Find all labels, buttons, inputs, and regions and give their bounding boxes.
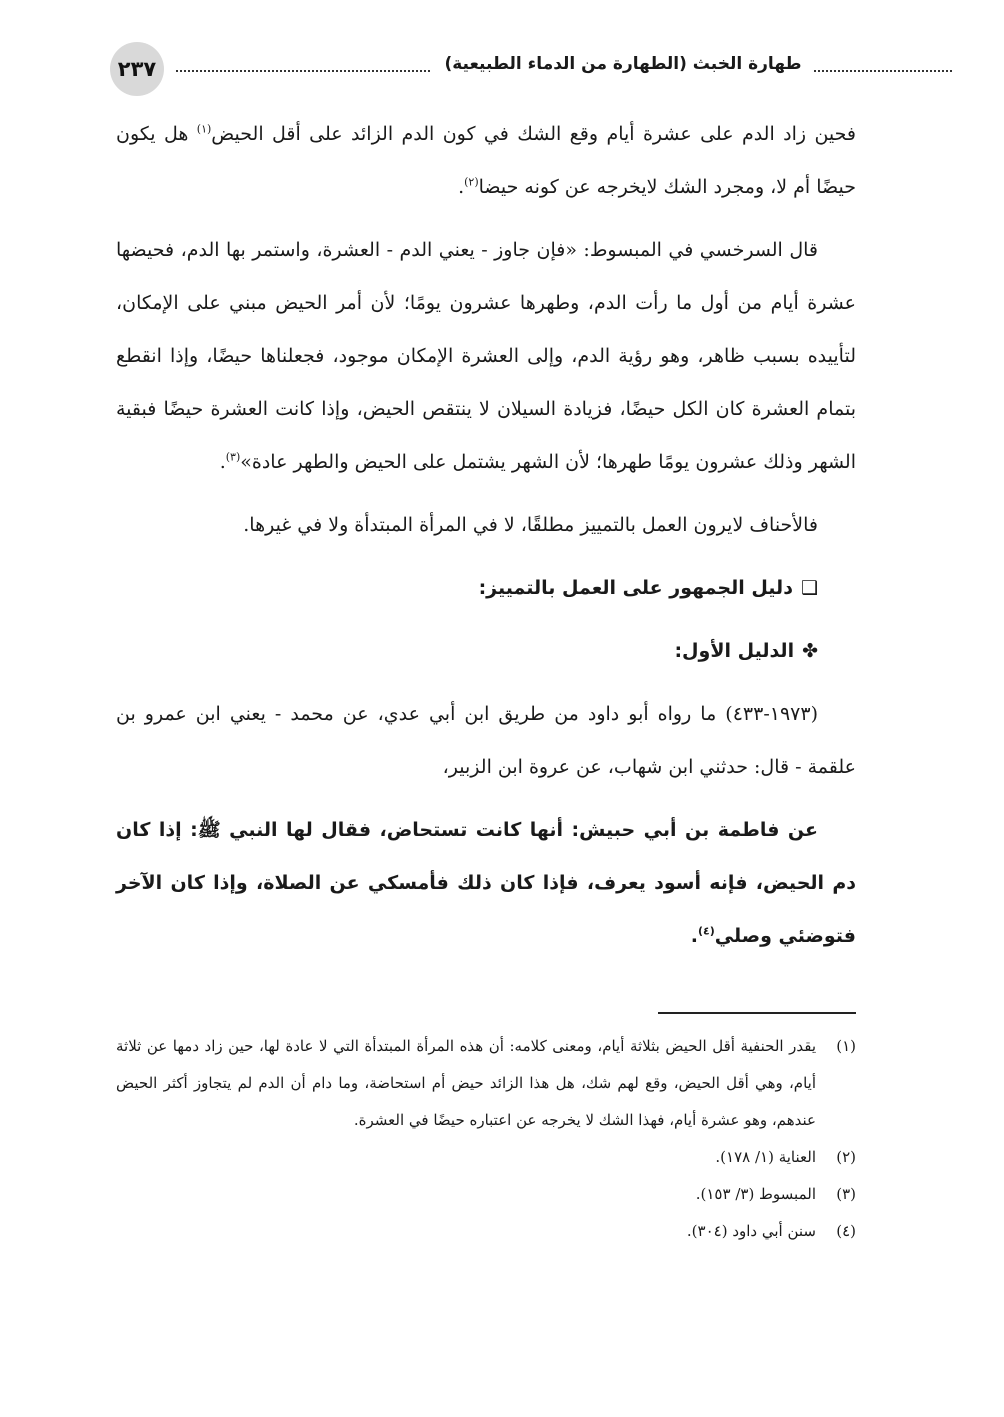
paragraph-2-quote: قال السرخسي في المبسوط: «فإن جاوز - يعني الدم - العشرة، واستمر بها الدم، فحيضها عشرة أيام من أول ما رأت الدم، وطهرها عشرون يومًا؛ لأن أمر الحيض مبني على الإمكان، لتأييده بسبب ظاهر، وهو رؤية الدم، وإلى العشرة الإمكان موجود، فجعلناها حيضًا، وإذا انقطع بتمام العشرة كان الكل حيضًا، فزيادة السيلان لا ينتقص الحيض، وإذا كانت العشرة حيضًا فبقية الشهر وذلك عشرون يومًا طهرها؛ لأن الشهر يشتمل على الحيض والطهر عادة»$^{(٣)}$. [116,239,856,473]
paragraph-1: فحين زاد الدم على عشرة أيام وقع الشك في كون الدم الزائد على أقل الحيض$^{(١)}$ هل يكون حيضًا أم لا، ومجرد الشك لايخرجه عن كونه حيضا$^{(٢)}$. [116,122,856,198]
footnote-ref-1[interactable]: (١) [196,122,212,136]
header-dotted-leader-left [176,70,430,72]
running-title: طهارة الخبث (الطهارة من الدماء الطبيعية) [444,54,802,74]
footnote-ref-3[interactable]: (٣) [225,450,241,464]
footnote-text: العناية (١/ ١٧٨). [715,1148,816,1166]
ornament-icon: ✤ [802,640,818,662]
footnotes [116,1028,856,1250]
footnote-text: المبسوط (٣/ ١٥٣). [695,1185,816,1203]
footnote-number: (١) [836,1037,856,1055]
paragraph-3: فالأحناف لايرون العمل بالتمييز مطلقًا، لا في المرأة المبتدأة ولا في غيرها. [243,514,818,536]
page-header [110,40,850,100]
paragraph-hadith-text: عن فاطمة بن أبي حبيش: أنها كانت تستحاض، فقال لها النبي ﷺ: إذا كان دم الحيض، فإنه أسود يعرف، فإذا كان ذلك فأمسكي عن الصلاة، وإذا كان الآخر فتوضئي وصلي$^{(٤)}$. [116,819,856,947]
footnote-number: (٢) [836,1148,856,1166]
subheading-first-evidence: ✤الدليل الأول: [116,625,856,678]
footnote-text: سنن أبي داود (٣٠٤). [686,1222,816,1240]
footnote-separator [658,1012,856,1014]
footnote-ref-2[interactable]: (٢) [464,175,479,189]
page-number: ٢٣٧ [110,42,164,96]
footnote-number: (٤) [836,1222,856,1240]
section-heading-evidence: ❑دليل الجمهور على العمل بالتمييز: [116,562,856,615]
footnote-text: يقدر الحنفية أقل الحيض بثلاثة أيام، ومعنى كلامه: أن هذه المرأة المبتدأة التي لا عادة لها، حين زاد دمها عن ثلاثة أيام، وهي أقل الحيض، وقع لهم شك، هل هذا الزائد حيض أم استحاضة، وما دام أن الدم لم يتجاوز أكثر الحيض عندهم، وهو عشرة أيام، فهذا الشك لا يخرجه عن اعتباره حيضًا في العشرة. [116,1037,816,1129]
footnote-item [116,1139,856,1176]
footnote-number: (٣) [836,1185,856,1203]
footnote-item [116,1028,856,1139]
footnote-item [116,1176,856,1213]
header-dotted-leader-right [814,70,952,72]
main-text [116,108,856,973]
footnote-ref-4[interactable]: (٤) [698,924,715,938]
square-bullet-icon: ❑ [800,577,818,599]
footnote-item [116,1213,856,1250]
paragraph-hadith-chain: (١٩٧٣-٤٣٣) ما رواه أبو داود من طريق ابن أبي عدي، عن محمد - يعني ابن عمرو بن علقمة - قال: حدثني ابن شهاب، عن عروة ابن الزبير، [116,703,856,778]
